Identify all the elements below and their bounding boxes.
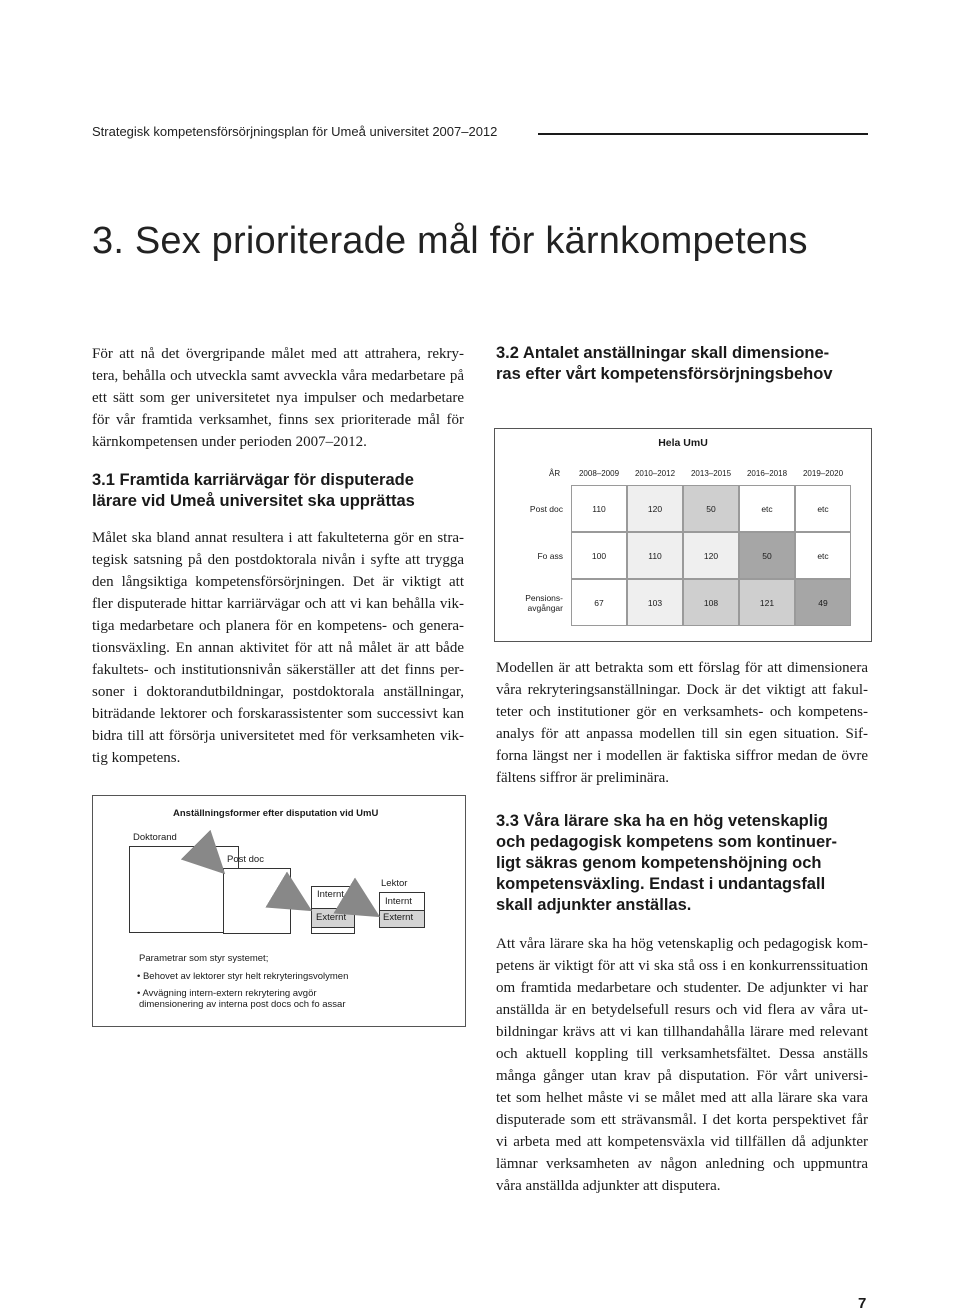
lektor-label: Lektor <box>381 878 408 889</box>
text-line: teter och institutioner gör en verksamhets- och kompetens- <box>496 704 868 720</box>
table-row-label: Fo ass <box>537 551 563 561</box>
internt-label: Internt <box>317 889 344 900</box>
heading-line: lärare vid Umeå universitet ska upprättas <box>92 492 415 510</box>
header-rule <box>538 133 868 135</box>
doktorand-label: Doktorand <box>133 832 177 843</box>
table-col-header: 2013–2015 <box>690 469 732 478</box>
section-3-3-heading <box>496 811 868 916</box>
externt-label: Externt <box>316 912 347 923</box>
table-cell: etc <box>795 485 851 532</box>
table-row-label-line: Pensions- <box>525 593 563 603</box>
text-line: tionsväxling. En annan aktivitet för att nå målet är att både <box>92 640 464 656</box>
table-cell: 120 <box>683 532 739 579</box>
lektor-internt-label: Internt <box>385 896 412 907</box>
heading-line: skall adjunkter anställas. <box>496 896 692 914</box>
page-number: 7 <box>858 1295 867 1312</box>
table-col-header: 2008–2009 <box>578 469 620 478</box>
lektor-externt-label: Externt <box>383 912 414 923</box>
text-line: tiga medarbetare och planera för en kompetens- och genera- <box>92 618 464 634</box>
text-line: tig kompetens. <box>92 750 181 766</box>
table-cell: 110 <box>627 532 683 579</box>
table-col-header: 2019–2020 <box>802 469 844 478</box>
table-cell: etc <box>795 532 851 579</box>
section-3-1-heading <box>92 470 464 512</box>
running-header: Strategisk kompetensförsörjningsplan för Umeå universitet 2007–2012 <box>92 124 498 139</box>
text-line: tera, behålla och utveckla samt avveckla våra medarbetare på <box>92 368 464 384</box>
table-cell: 50 <box>739 532 795 579</box>
text-line: disputerade som ett strävansmål. I det korta perspektivet får <box>496 1112 868 1128</box>
params-title: Parametrar som styr systemet; <box>139 953 269 964</box>
table-cell: 49 <box>795 579 851 626</box>
heading-line: ligt säkras genom kompetenshöjning och <box>496 854 822 872</box>
text-line: Modellen är att betrakta som ett förslag för att dimensionera <box>496 660 868 676</box>
diagram-title: Anställningsformer efter disputation vid UmU <box>173 808 379 819</box>
arrow-icon <box>287 896 307 908</box>
table-row-label: Post doc <box>529 504 563 514</box>
table-col-header: 2016–2018 <box>746 469 788 478</box>
bullet-2: • Avvägning intern-extern rekrytering avgör <box>137 988 317 999</box>
table-cell: 50 <box>683 485 739 532</box>
table-row-label <box>495 593 563 613</box>
bullet-2-cont: dimensionering av interna post docs och fo assar <box>139 999 346 1010</box>
bullet-1: • Behovet av lektorer styr helt rekryteringsvolymen <box>137 971 349 982</box>
table-title: Hela UmU <box>658 437 708 449</box>
heading-line: 3.1 Framtida karriärvägar för disputerade <box>92 471 414 489</box>
text-line: petens är viktigt för att vi ska stå oss i en konkurrenssituation <box>496 958 868 974</box>
table-cell: 67 <box>571 579 627 626</box>
text-line: fältens siffror är preliminära. <box>496 770 669 786</box>
bullet-2-text: Avvägning intern-extern rekrytering avgör <box>142 988 317 999</box>
text-line: anställda är en betydelsefull resurs och vid flera av våra ut- <box>496 1002 868 1018</box>
section-3-2-heading <box>496 343 868 385</box>
section-3-1-body <box>92 527 464 769</box>
text-line: om framtida medarbetare och studenter. De adjunkter vi har <box>496 980 868 996</box>
table-col-header: 2010–2012 <box>634 469 676 478</box>
arrow-icon <box>207 856 221 870</box>
table-corner-label: ÅR <box>549 469 561 478</box>
postdoc-label: Post doc <box>227 854 264 865</box>
text-line: våra rekryteringsanställningar. Dock är det viktigt att fakul- <box>496 682 868 698</box>
text-line: våra anställda adjunkter att disputera. <box>496 1178 721 1194</box>
chapter-title: 3. Sex prioriterade mål för kärnkompetens <box>92 220 808 262</box>
text-line: Att våra lärare ska ha hög vetenskaplig och pedagogisk kom- <box>496 936 868 952</box>
table-cell: etc <box>739 485 795 532</box>
employment-forms-diagram <box>92 795 466 1027</box>
section-3-2-body <box>496 657 868 789</box>
text-line: fler disputerade hittar karriärvägar och att vi kan behålla vik- <box>92 596 464 612</box>
table-cell: 108 <box>683 579 739 626</box>
section-3-3-body <box>496 933 868 1197</box>
table-cell: 120 <box>627 485 683 532</box>
arrow-icon <box>355 902 375 914</box>
table-row-label-line: avgångar <box>527 603 563 613</box>
heading-line: 3.2 Antalet anställningar skall dimensione- <box>496 344 830 362</box>
text-line: soner i doktorandutbildningar, postdoktorala anställningar, <box>92 684 464 700</box>
text-line: vi arbeta med att kompetensväxla vid tillfällen då adjunkter <box>496 1134 868 1150</box>
text-line: Målet ska bland annat resultera i att fakulteterna gör en stra- <box>92 530 464 546</box>
text-line: biträdande lektorer och forskarassistenter som successivt kan <box>92 706 464 722</box>
text-line: bildningar krävs att vi kan tillhandahålla lärare med relevant <box>496 1024 868 1040</box>
text-line: bidra till att försörja universitetet med för verksamheten vik- <box>92 728 464 744</box>
text-line: många gånger utan krav på disputation. För vårt universi- <box>496 1068 868 1084</box>
heading-line: ras efter vårt kompetensförsörjningsbehov <box>496 365 833 383</box>
text-line: kärnkompetensen under perioden 2007–2012. <box>92 434 367 450</box>
text-line: För att nå det övergripande målet med att attrahera, rekry- <box>92 346 464 362</box>
heading-line: 3.3 Våra lärare ska ha en hög vetenskaplig <box>496 812 828 830</box>
table-cell: 103 <box>627 579 683 626</box>
table-cell: 100 <box>571 532 627 579</box>
text-line: analys för att anpassa modellen till sin egen situation. Sif- <box>496 726 868 742</box>
bullet-1-text: Behovet av lektorer styr helt rekryteringsvolymen <box>142 971 349 982</box>
text-line: tet som helhet måste vi se målet med att alla lärare ska vara <box>496 1090 868 1106</box>
text-line: och aktuell koppling till verksamhetsfältet. Dessa anställs <box>496 1046 868 1062</box>
text-line: för vår framtida verksamhet, finns sex prioriterade mål för <box>92 412 464 428</box>
text-line: fakultets- och institutionsnivån säkerställer att det finns per- <box>92 662 464 678</box>
staffing-table <box>494 428 872 642</box>
text-line: den långsiktiga kompetensförsörjningen. Det är viktigt att <box>92 574 464 590</box>
heading-line: och pedagogisk kompetens som kontinuer- <box>496 833 838 851</box>
text-line: forna längst ner i modellen är faktiska siffror medan de övre <box>496 748 868 764</box>
text-line: tegisk satsning på den postdoktorala nivån i syfte att trygga <box>92 552 464 568</box>
table-cell: 110 <box>571 485 627 532</box>
heading-line: kompetensväxling. Endast i undantagsfall <box>496 875 826 893</box>
text-line: ett sätt som ger universitetet nya impulser och medarbetare <box>92 390 464 406</box>
text-line: lämnar verksamheten av någon anledning och uppmuntra <box>496 1156 868 1172</box>
table-cell: 121 <box>739 579 795 626</box>
intro-paragraph <box>92 343 464 453</box>
